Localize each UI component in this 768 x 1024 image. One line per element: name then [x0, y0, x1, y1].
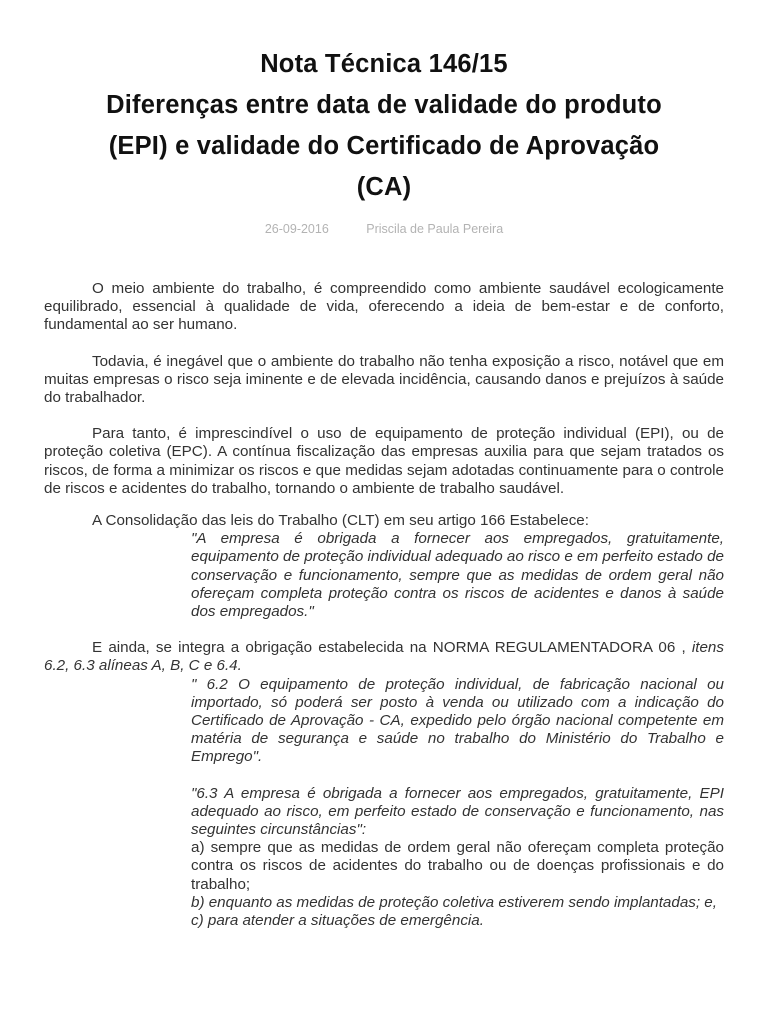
title-line: (EPI) e validade do Certificado de Aprovação: [108, 132, 660, 160]
paragraph-italic-text: itens 6.2, 6.3 alíneas A, B, C e 6.4.: [44, 639, 724, 675]
paragraph: [44, 639, 724, 675]
paragraph: Para tanto, é imprescindível o uso de equipamento de proteção individual (EPI), ou de proteção coletiva (EPC). A contínua fiscalização das empresas auxilia para que sejam tratados os riscos, de forma a minimizar os riscos e que medidas sejam adotadas continuamente para o controle de riscos e acidentes do trabalho, tornando o ambiente de trabalho saudável.: [44, 425, 724, 497]
title-line: Nota Técnica 146/15: [260, 50, 508, 78]
paragraph: O meio ambiente do trabalho, é compreendido como ambiente saudável ecologicamente equilibrado, essencial à qualidade de vida, oferecendo a ideia de bem-estar e de conforto, fundamental ao ser humano.: [44, 280, 724, 334]
quote-text: " 6.2 O equipamento de proteção individual, de fabricação nacional ou importado, só poderá ser posto à venda ou utilizado com a indicação do Certificado de Aprovação - CA, expedido pelo órgão nacional competente em matéria de segurança e saúde no trabalho do Ministério do Trabalho e Emprego".: [191, 675, 724, 766]
publication-date: 26-09-2016: [264, 222, 329, 236]
quote-block: [191, 676, 724, 931]
quote-block: [191, 530, 724, 621]
paragraph-spacer: [44, 407, 724, 425]
document-title: [40, 44, 728, 208]
document-meta: [0, 221, 768, 237]
quote-text: "6.3 A empresa é obrigada a fornecer aos empregados, gratuitamente, EPI adequado ao risco, em perfeito estado de conservação e funcionamento, nas seguintes circunstâncias":: [191, 784, 724, 839]
author-name: Priscila de Paula Pereira: [366, 222, 504, 236]
list-item: c) para atender a situações de emergência.: [191, 912, 484, 930]
paragraph-spacer: [191, 767, 724, 785]
paragraph-spacer: [44, 621, 724, 639]
title-line: (CA): [356, 173, 412, 201]
list-item: b) enquanto as medidas de proteção coletiva estiverem sendo implantadas; e,: [191, 893, 717, 911]
title-line: Diferenças entre data de validade do produto: [106, 91, 662, 119]
paragraph: Todavia, é inegável que o ambiente do trabalho não tenha exposição a risco, notável que em muitas empresas o risco seja iminente e de elevada incidência, causando danos e prejuízos à saúde do trabalhador.: [44, 352, 724, 407]
paragraph: A Consolidação das leis do Trabalho (CLT) em seu artigo 166 Estabelece:: [92, 512, 589, 530]
list-item: a) sempre que as medidas de ordem geral não ofereçam completa proteção contra os riscos de acidentes do trabalho ou de doenças profissionais e do trabalho;: [191, 839, 724, 893]
quote-text: "A empresa é obrigada a fornecer aos empregados, gratuitamente, equipamento de proteção individual adequado ao risco e em perfeito estado de conservação e funcionamento, sempre que as medidas de ordem geral não ofereçam completa proteção contra os riscos de acidentes e danos à saúde dos empregados.": [191, 530, 724, 621]
document-body: [44, 280, 724, 930]
paragraph-spacer: [44, 498, 724, 512]
paragraph-spacer: [44, 335, 724, 353]
paragraph-text: E ainda, se integra a obrigação estabelecida na NORMA REGULAMENTADORA 06 ,: [92, 639, 686, 657]
